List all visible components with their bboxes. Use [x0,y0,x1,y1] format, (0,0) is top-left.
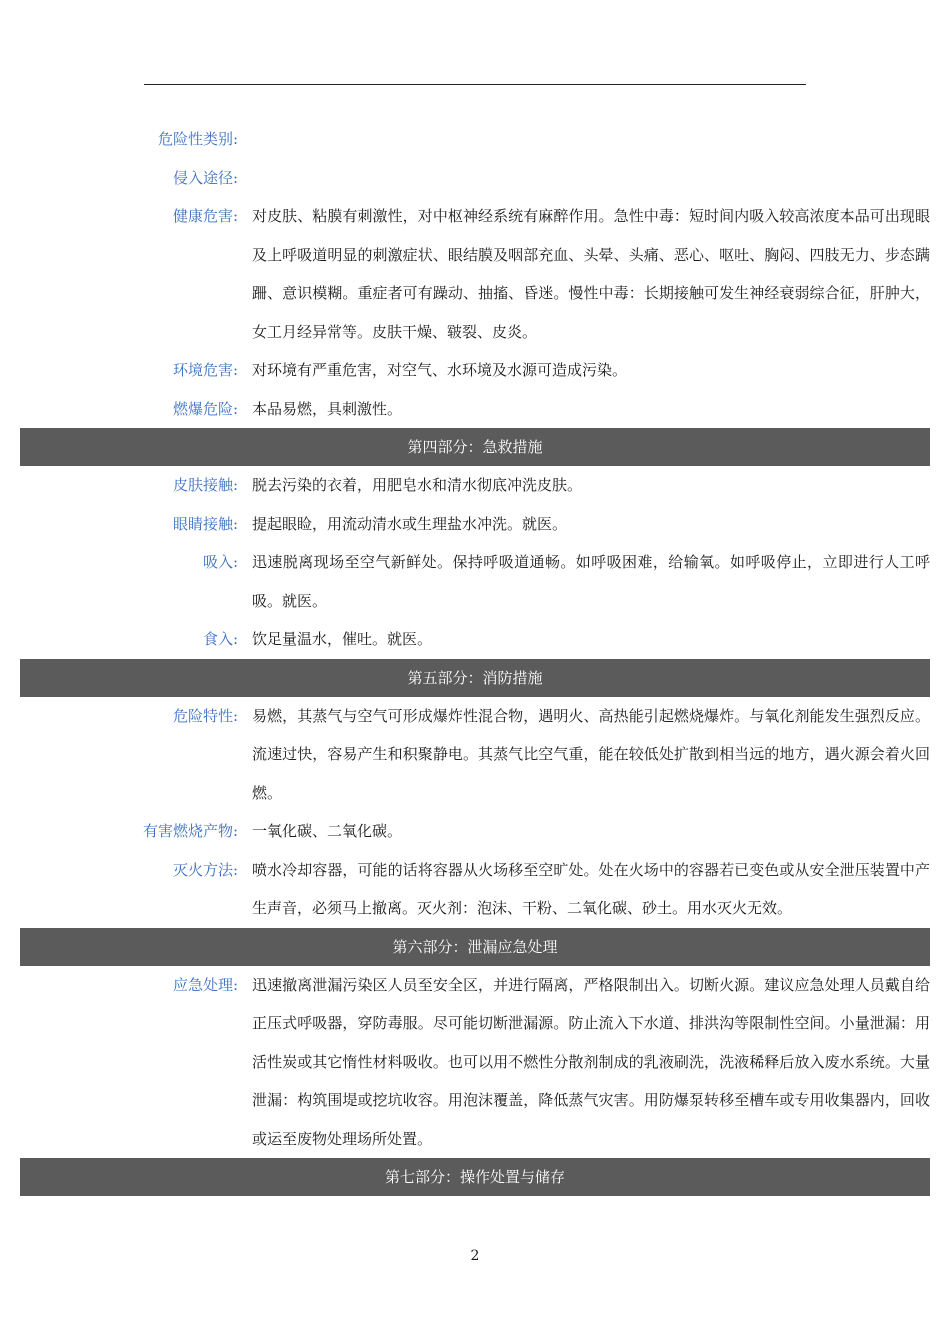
document-body [20,120,930,1196]
field-row-environment-hazard [20,351,930,390]
field-row-skin-contact [20,466,930,505]
field-label: 皮肤接触: [172,476,238,494]
field-value: 迅速脱离现场至空气新鲜处。保持呼吸道通畅。如呼吸困难，给输氧。如呼吸停止，立即进行人工呼吸。就医。 [252,553,930,610]
field-row-inhalation [20,543,930,620]
field-label: 危险性类别: [157,130,238,148]
field-label: 健康危害: [172,207,238,225]
section-header-spill-response: 第六部分：泄漏应急处理 [20,928,930,966]
field-value: 对环境有严重危害，对空气、水环境及水源可造成污染。 [252,361,628,379]
field-label: 侵入途径: [172,168,238,187]
section-header-first-aid: 第四部分：急救措施 [20,428,930,466]
field-value: 易燃，其蒸气与空气可形成爆炸性混合物，遇明火、高热能引起燃烧爆炸。与氧化剂能发生强烈反应。流速过快，容易产生和积聚静电。其蒸气比空气重，能在较低处扩散到相当远的地方，遇火源会着火回燃。 [252,706,930,802]
field-value: 脱去污染的衣着，用肥皂水和清水彻底冲洗皮肤。 [252,476,583,494]
field-value: 迅速撤离泄漏污染区人员至安全区，并进行隔离，严格限制出入。切断火源。建议应急处理人员戴自给正压式呼吸器，穿防毒服。尽可能切断泄漏源。防止流入下水道、排洪沟等限制性空间。小量泄漏：用活性炭或其它惰性材料吸收。也可以用不燃性分散剂制成的乳液刷洗，洗液稀释后放入废水系统。大量泄漏：构筑围堤或挖坑收容。用泡沫覆盖，降低蒸气灾害。用防爆泵转移至槽车或专用收集器内，回收或运至废物处理场所处置。 [252,975,930,1148]
field-label: 灭火方法: [172,860,238,879]
field-value: 喷水冷却容器，可能的话将容器从火场移至空旷处。处在火场中的容器若已变色或从安全泄压装置中产生声音，必须马上撤离。灭火剂：泡沫、干粉、二氧化碳、砂土。用水灭火无效。 [252,860,930,917]
field-label: 眼睛接触: [172,514,238,533]
field-label: 燃爆危险: [172,399,238,418]
field-row-combustion-products [20,812,930,851]
field-row-health-hazard [20,197,930,351]
field-value: 一氧化碳、二氧化碳。 [252,822,403,840]
field-row-explosion-hazard [20,390,930,429]
field-value: 对皮肤、粘膜有刺激性，对中枢神经系统有麻醉作用。急性中毒：短时间内吸入较高浓度本品可出现眼及上呼吸道明显的刺激症状、眼结膜及咽部充血、头晕、头痛、恶心、呕吐、胸闷、四肢无力、步态蹒跚、意识模糊。重症者可有躁动、抽搐、昏迷。慢性中毒：长期接触可发生神经衰弱综合征，肝肿大，女工月经异常等。皮肤干燥、皲裂、皮炎。 [252,207,930,341]
field-label: 食入: [202,630,238,648]
field-label: 吸入: [202,553,238,571]
page-number: 2 [470,1248,480,1264]
field-label: 危险特性: [172,706,238,725]
field-row-entry-route [20,159,930,198]
section-header-firefighting: 第五部分：消防措施 [20,659,930,697]
field-value: 本品易燃，具刺激性。 [252,399,403,418]
field-row-emergency-response [20,966,930,1159]
field-row-ingestion [20,620,930,659]
field-row-eye-contact [20,505,930,544]
section-header-handling-storage: 第七部分：操作处置与储存 [20,1158,930,1196]
field-label: 有害燃烧产物: [142,822,238,840]
header-rule [144,84,806,85]
field-label: 环境危害: [172,361,238,379]
field-label: 应急处理: [172,975,238,994]
field-row-hazard-properties [20,697,930,813]
field-row-extinguishing-method [20,851,930,928]
field-value: 饮足量温水，催吐。就医。 [252,630,433,648]
field-value: 提起眼睑，用流动清水或生理盐水冲洗。就医。 [252,514,568,533]
field-row-hazard-category [20,120,930,159]
